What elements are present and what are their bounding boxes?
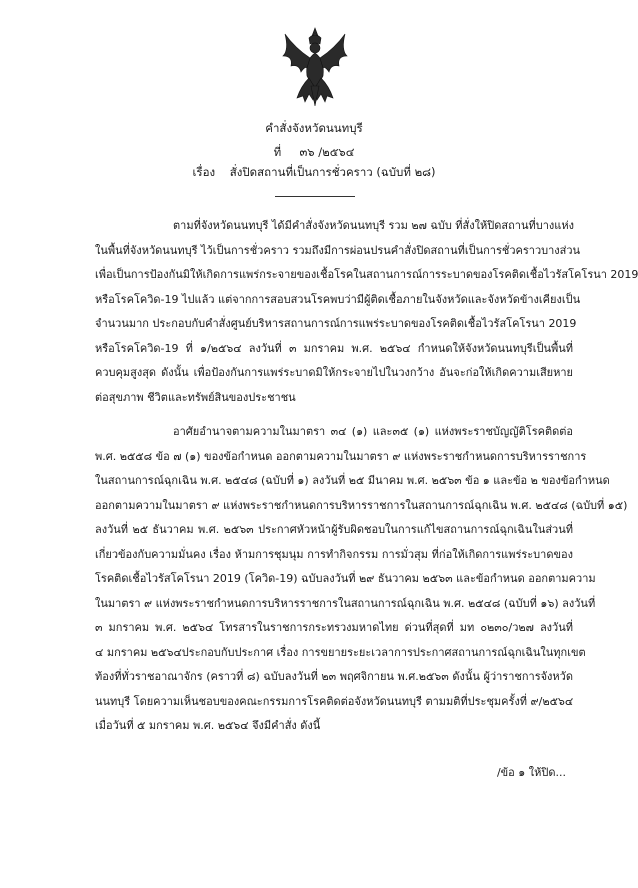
body-line: อาศัยอำนาจตามความในมาตรา ๓๔ (๑) และ๓๕ (๑) แห่งพระราชบัญญัติโรคติดต่อ: [173, 425, 573, 438]
body-line: ท้องที่ทั่วราชอาณาจักร (คราวที่ ๘) ฉบับลงวันที่ ๒๓ พฤศจิกายน พ.ศ.๒๕๖๓ ดังนั้น ผู้ว่าราชการจังหวัด: [95, 670, 573, 683]
body-line: จำนวนมาก ประกอบกับคำสั่งศูนย์บริหารสถานการณ์การแพร่ระบาดของโรคติดเชื้อไวรัสโคโรนา 2019: [95, 317, 577, 330]
order-title: คำสั่งจังหวัดนนทบุรี: [265, 121, 363, 135]
body-line: ลงวันที่ ๒๕ ธันวาคม พ.ศ. ๒๕๖๓ ประกาศหัวหน้าผู้รับผิดชอบในการแก้ไขสถานการณ์ฉุกเฉินในส่วนที่: [95, 523, 573, 536]
body-line: ในสถานการณ์ฉุกเฉิน พ.ศ. ๒๕๔๘ (ฉบับที่ ๑) ลงวันที่ ๒๕ มีนาคม พ.ศ. ๒๕๖๓ ข้อ ๑ และข้อ ๒ ของข้อกำหนด: [95, 474, 610, 487]
body-line: เกี่ยวข้องกับความมั่นคง เรื่อง ห้ามการชุมนุม การทำกิจกรรม การมั่วสุม ที่ก่อให้เกิดการแพร่ระบาดของ: [95, 547, 573, 561]
body-line: ๓ มกราคม พ.ศ. ๒๕๖๔ โทรสารในราชการกระทรวงมหาดไทย ด่วนที่สุดที่ มท ๐๒๓๐/ว๒๗ ลงวันที่: [95, 621, 573, 634]
order-number-label: ที่: [273, 145, 282, 159]
subject-label: เรื่อง: [192, 165, 216, 179]
body-line: ๔ มกราคม ๒๕๖๔ประกอบกับประกาศ เรื่อง การขยายระยะเวลาการประกาศสถานการณ์ฉุกเฉินในทุกเขต: [95, 645, 586, 659]
garuda-emblem-icon: [279, 26, 351, 108]
body-line: ออกตามความในมาตรา ๙ แห่งพระราชกำหนดการบริหารราชการในสถานการณ์ฉุกเฉิน พ.ศ. ๒๕๔๘ (ฉบับที่ ๑๕): [95, 498, 628, 512]
body-line: โรคติดเชื้อไวรัสโคโรนา 2019 (โควิด-19) ฉบับลงวันที่ ๒๙ ธันวาคม ๒๕๖๓ และข้อกำหนด ออกตามความ: [95, 572, 596, 585]
order-number-value: ๓๖ /๒๕๖๔: [299, 145, 355, 159]
body-line: หรือโรคโควิด-19 ไปแล้ว แต่จากการสอบสวนโรคพบว่ามีผู้ติดเชื้อภายในจังหวัดและจังหวัดข้างเคียงเป็น: [95, 292, 581, 306]
paragraph-1: [95, 214, 638, 410]
order-number: [0, 144, 628, 160]
body-line: เพื่อเป็นการป้องกันมิให้เกิดการแพร่กระจายของเชื้อโรคในสถานการณ์การระบาดของโรคติดเชื้อไวรัสโคโรนา 2019: [95, 268, 638, 281]
body-line: พ.ศ. ๒๕๕๘ ข้อ ๗ (๑) ของข้อกำหนด ออกตามความในมาตรา ๙ แห่งพระราชกำหนดการบริหารราชการ: [95, 449, 587, 463]
body-line: หรือโรคโควิด-19 ที่ ๑/๒๕๖๔ ลงวันที่ ๓ มกราคม พ.ศ. ๒๕๖๔ กำหนดให้จังหวัดนนทบุรีเป็นพื้นที่: [95, 341, 573, 355]
body-line: ในพื้นที่จังหวัดนนทบุรี ไว้เป็นการชั่วคราว รวมถึงมีการผ่อนปรนคำสั่งปิดสถานที่เป็นการชั่วคราวบางส่วน: [95, 243, 581, 257]
body-line: นนทบุรี โดยความเห็นชอบของคณะกรรมการโรคติดต่อจังหวัดนนทบุรี ตามมติที่ประชุมครั้งที่ ๙/๒๕๖๔: [95, 694, 574, 708]
subject-text: สั่งปิดสถานที่เป็นการชั่วคราว (ฉบับที่ ๒๘): [229, 165, 436, 179]
continuation-note: /ข้อ ๑ ให้ปิด...: [496, 766, 566, 779]
body-line: ควบคุมสูงสุด ดังนั้น เพื่อป้องกันการแพร่ระบาดมิให้กระจายไปในวงกว้าง อันจะก่อให้เกิดความเสียหาย: [95, 366, 573, 379]
order-subject: [0, 164, 628, 180]
order-body: [95, 214, 638, 739]
body-line: ในมาตรา ๙ แห่งพระราชกำหนดการบริหารราชการในสถานการณ์ฉุกเฉิน พ.ศ. ๒๕๔๘ (ฉบับที่ ๑๖) ลงวันที่: [95, 596, 596, 610]
body-line: เมื่อวันที่ ๕ มกราคม พ.ศ. ๒๕๖๔ จึงมีคำสั่ง ดังนี้: [95, 719, 321, 732]
body-line: ตามที่จังหวัดนนทบุรี ได้มีคำสั่งจังหวัดนนทบุรี รวม ๒๗ ฉบับ ที่สั่งให้ปิดสถานที่บางแห่ง: [173, 219, 574, 232]
body-line: ต่อสุขภาพ ชีวิตและทรัพย์สินของประชาชน: [95, 390, 296, 404]
paragraph-2: [95, 420, 628, 739]
divider: [275, 196, 355, 197]
